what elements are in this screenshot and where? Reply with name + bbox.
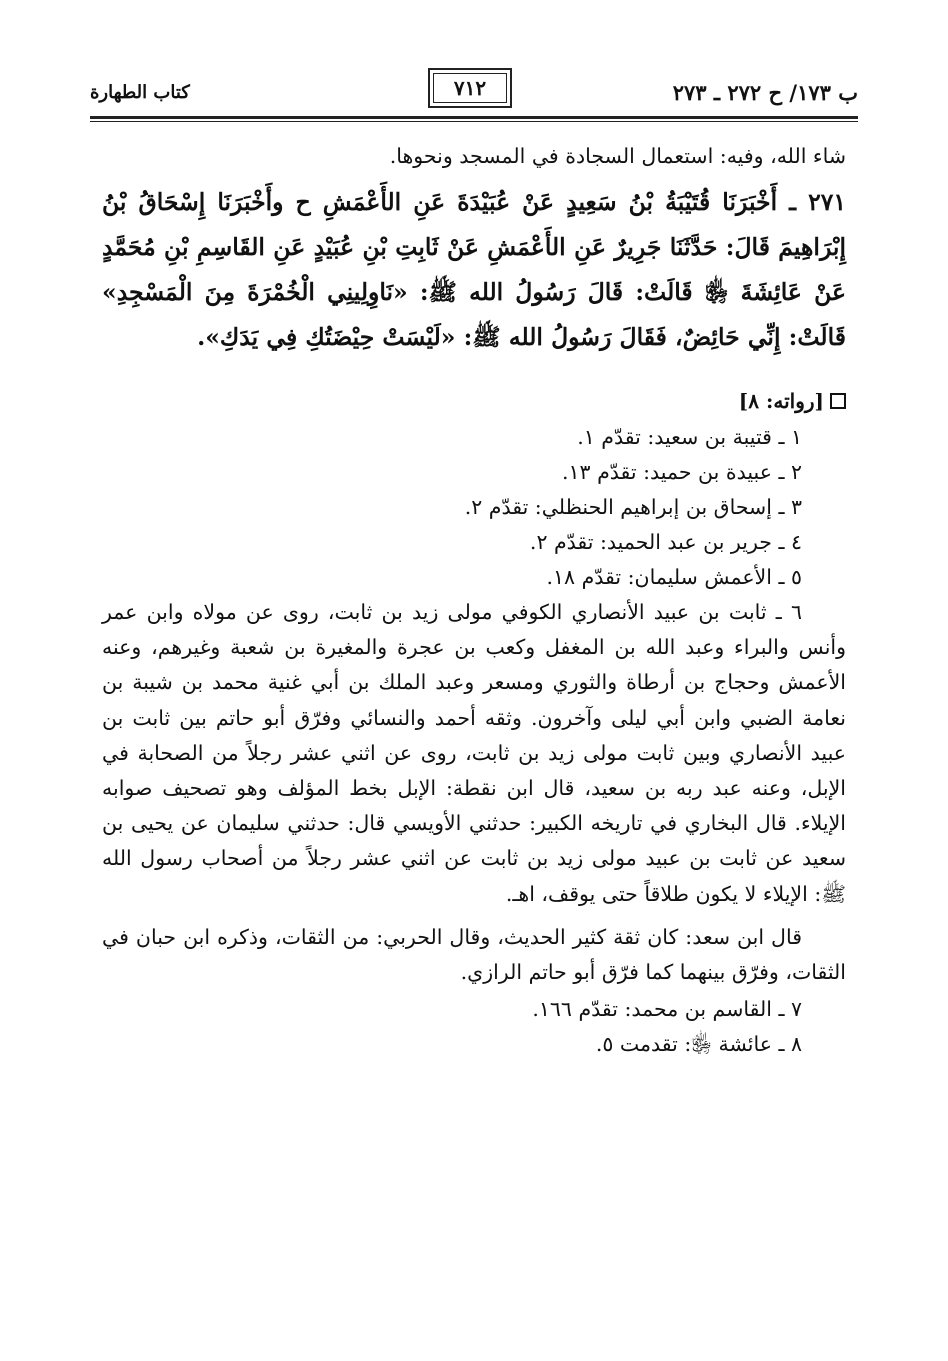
page-header (90, 64, 858, 116)
book-title: كتاب الطهارة (90, 82, 190, 103)
page-number: ٧١٢ (428, 68, 512, 108)
chapter-reference: ب ١٧٣/ ح ٢٧٢ ـ ٢٧٣ (672, 80, 858, 105)
narrator-6-biography-cont: قال ابن سعد: كان ثقة كثير الحديث، وقال الحربي: من الثقات، وذكره ابن حبان في الثقات، وفرّق بينهما كما فرّق أبو حاتم الرازي. (102, 924, 846, 985)
header-rule-thin (90, 121, 858, 122)
square-bullet-icon (830, 393, 846, 409)
narrator-item: ١ ـ قتيبة بن سعيد: تقدّم ١. (577, 425, 802, 449)
header-rule-thick (90, 116, 858, 119)
narrator-item: ٤ ـ جرير بن عبد الحميد: تقدّم ٢. (529, 530, 802, 554)
narrators-heading-label: [رواته: ٨] (738, 389, 824, 413)
narrators-heading (102, 386, 846, 416)
narrator-item: ٣ ـ إسحاق بن إبراهيم الحنظلي: تقدّم ٢. (464, 495, 802, 519)
narrator-item: ٧ ـ القاسم بن محمد: تقدّم ١٦٦. (532, 997, 802, 1022)
narrator-item: ٨ ـ عائشة ﵂: تقدمت ٥. (595, 1032, 802, 1057)
narrators-list-bottom (102, 992, 846, 1062)
intro-text: شاء الله، وفيه: استعمال السجادة في المسجد ونحوها. (389, 144, 846, 168)
narrator-item: ٥ ـ الأعمش سليمان: تقدّم ١٨. (546, 565, 802, 589)
narrators-list-top (102, 420, 846, 595)
narrator-6-biography: ٦ ـ ثابت بن عبيد الأنصاري الكوفي مولى زيد بن ثابت، روى عن مولاه وابن عمر وأنس والبراء وعبد الله بن المغفل وكعب بن عجرة والمغيرة بن شعبة وغيرهم، وعنه الأعمش وحجاج بن أرطاة والثوري ومسعر وعبد الملك بن أبي غنية محمد بن شيبة بن نعامة الضبي وابن أبي ليلى وآخرون. وثقه أحمد والنسائي وفرّق أبو حاتم بين ثابت بن عبيد الأنصاري وبين ثابت مولى زيد بن ثابت، روى عن اثني عشر رجلاً من الصحابة في الإبل، وعنه عبد ربه بن سعيد، قال ابن نقطة: الإبل بخط المؤلف وهو تصحيف صوابه الإيلاء. قال البخاري في تاريخه الكبير: حدثني الأويسي قال: حدثني سليمان عن يحيى بن سعيد عن ثابت بن عبيد مولى زيد بن ثابت عن اثني عشر رجلاً من أصحاب رسول الله ﷺ: الإيلاء لا يكون طلاقاً حتى يوقف، اهـ. (102, 600, 846, 906)
hadith-text: ٢٧١ ـ أَخْبَرَنَا قُتَيْبَةُ بْنُ سَعِيدٍ عَنْ عُبَيْدَةَ عَنِ الأَعْمَشِ ح وأَخْبَرَنَا إِسْحَاقُ بْنُ إِبْرَاهِيمَ قَالَ: حَدَّثَنَا جَرِيرٌ عَنِ الأَعْمَشِ عَنْ ثَابِتِ بْنِ عُبَيْدٍ عَنِ القَاسِمِ بْنِ مُحَمَّدٍ عَنْ عَائِشَةَ ﵂ قَالَتْ: قَالَ رَسُولُ الله ﷺ: «نَاوِلِينِي الْخُمْرَةَ مِنَ الْمَسْجِدِ» قَالَتْ: إِنِّي حَائِضٌ، فَقَالَ رَسُولُ الله ﷺ: «لَيْسَتْ حِيْضَتُكِ فِي يَدَكِ». (102, 188, 846, 351)
page-body (102, 138, 846, 1062)
narrator-item: ٢ ـ عبيدة بن حميد: تقدّم ١٣. (561, 460, 802, 484)
